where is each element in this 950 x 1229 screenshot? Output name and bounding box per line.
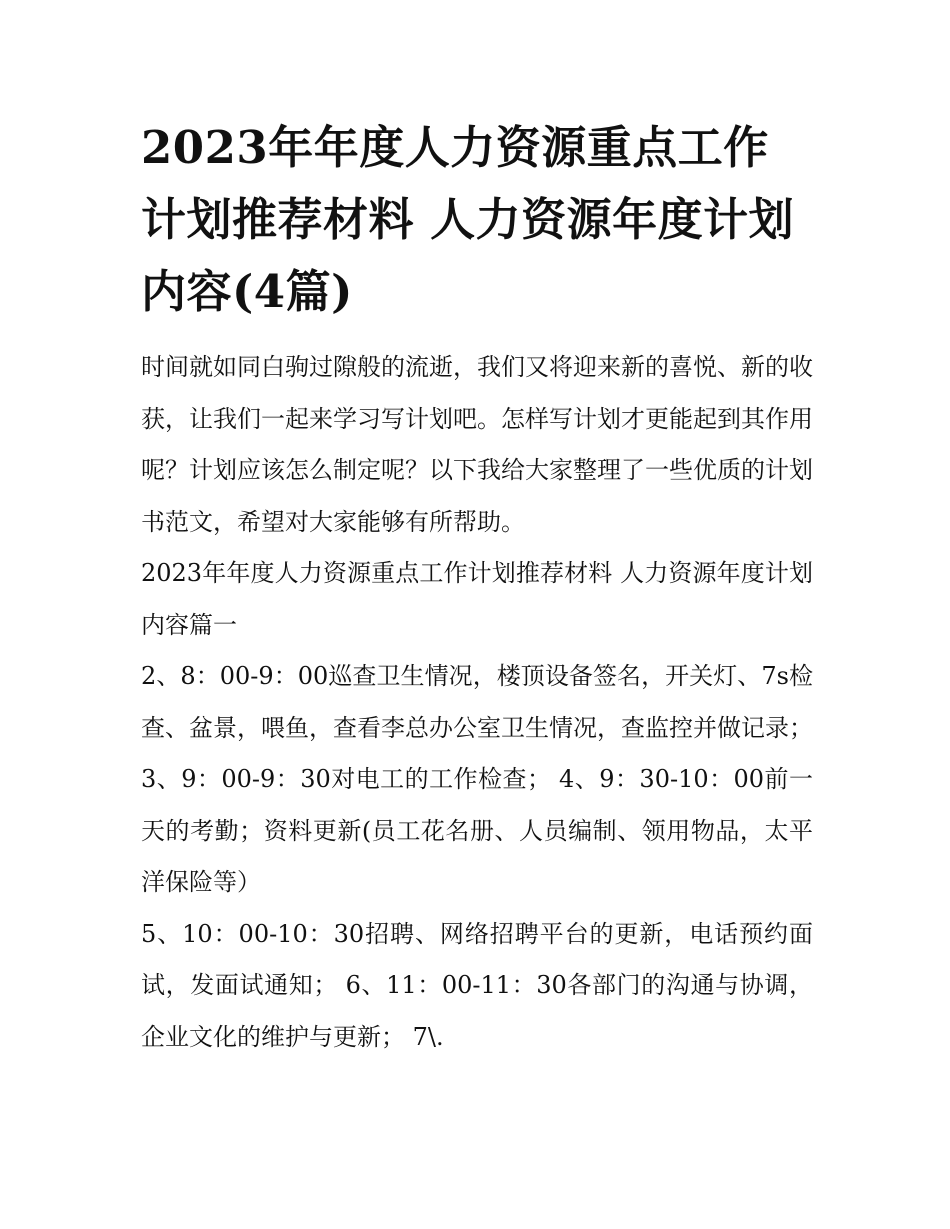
section-heading-paragraph: 2023年年度人力资源重点工作计划推荐材料 人力资源年度计划内容篇一 — [141, 559, 813, 639]
schedule-item-5-7: 5、10：00-10：30招聘、网络招聘平台的更新，电话预约面试，发面试通知； 6、11：00-11：30各部门的沟通与协调，企业文化的维护与更新； 7\. — [141, 919, 813, 1051]
document-title: 2023年年度人力资源重点工作计划推荐材料 人力资源年度计划内容(4篇) — [141, 121, 795, 318]
document-page — [141, 112, 813, 1063]
schedule-item-3-4: 3、9：00-9：30对电工的工作检查； 4、9：30-10：00前一天的考勤；资料更新(员工花名册、人员编制、领用物品，太平洋保险等） — [141, 765, 813, 896]
intro-paragraph: 时间就如同白驹过隙般的流逝，我们又将迎来新的喜悦、新的收获，让我们一起来学习写计划吧。怎样写计划才更能起到其作用呢？计划应该怎么制定呢？以下我给大家整理了一些优质的计划书范文，希望对大家能够有所帮助。 — [141, 353, 813, 536]
schedule-item-2: 2、8：00-9：00巡查卫生情况，楼顶设备签名，开关灯、7s检查、盆景，喂鱼，查看李总办公室卫生情况，查监控并做记录； — [141, 662, 813, 742]
